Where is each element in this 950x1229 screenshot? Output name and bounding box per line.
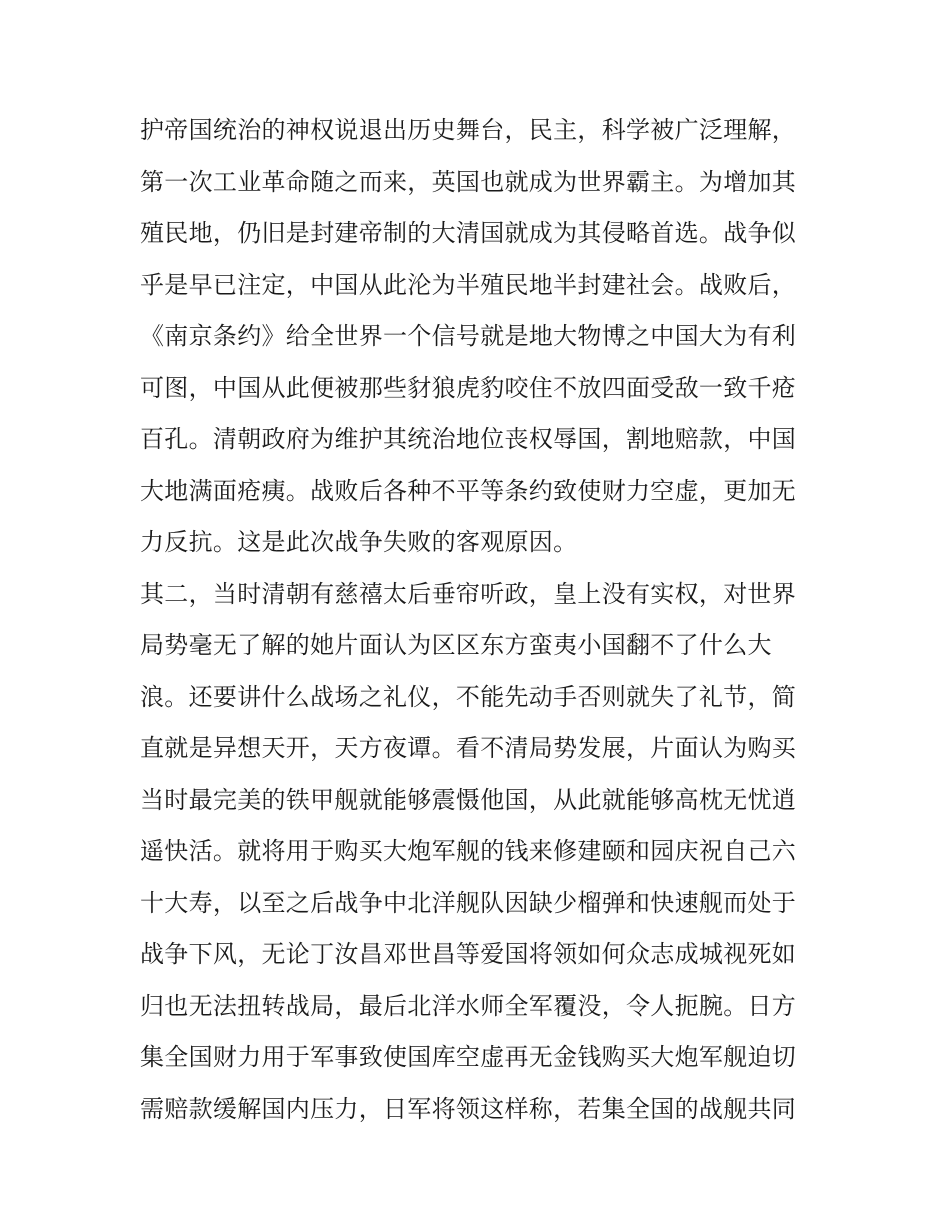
text-line: 浪。还要讲什么战场之礼仪，不能先动手否则就失了礼节，简: [140, 682, 797, 711]
text-line: 力反抗。这是此次战争失败的客观原因。: [140, 528, 578, 556]
text-line: 乎是早已注定，中国从此沦为半殖民地半封建社会。战败后，: [140, 270, 797, 299]
body-text: [140, 105, 820, 1135]
text-line: 战争下风，无论丁汝昌邓世昌等爱国将领如何众志成城视死如: [140, 940, 797, 968]
text-line: 第一次工业革命随之而来，英国也就成为世界霸主。为增加其: [140, 167, 797, 196]
text-line: 局势毫无了解的她片面认为区区东方蛮夷小国翻不了什么大: [140, 631, 772, 659]
text-line: 当时最完美的铁甲舰就能够震慑他国，从此就能够高枕无忧逍: [140, 785, 797, 814]
text-line: 归也无法扭转战局，最后北洋水师全军覆没，令人扼腕。日方: [140, 991, 797, 1020]
text-line: 护帝国统治的神权说退出历史舞台，民主，科学被广泛理解，: [140, 116, 797, 144]
text-line: 大地满面疮痍。战败后各种不平等条约致使财力空虚，更加无: [140, 476, 797, 505]
text-line: 殖民地，仍旧是封建帝制的大清国就成为其侵略首选。战争似: [140, 219, 797, 247]
text-line: 十大寿，以至之后战争中北洋舰队因缺少榴弹和快速舰而处于: [140, 888, 797, 917]
text-line: 需赔款缓解国内压力，日军将领这样称，若集全国的战舰共同: [140, 1094, 797, 1123]
text-line: 其二，当时清朝有慈禧太后垂帘听政，皇上没有实权，对世界: [140, 579, 797, 608]
text-line: 《南京条约》给全世界一个信号就是地大物博之中国大为有利: [140, 322, 797, 350]
text-line: 遥快活。就将用于购买大炮军舰的钱来修建颐和园庆祝自己六: [140, 837, 797, 865]
text-line: 集全国财力用于军事致使国库空虚再无金钱购买大炮军舰迫切: [140, 1043, 797, 1071]
text-line: 直就是异想天开，天方夜谭。看不清局势发展，片面认为购买: [140, 734, 797, 762]
text-line: 百孔。清朝政府为维护其统治地位丧权辱国，割地赔款，中国: [140, 425, 797, 453]
text-line: 可图，中国从此便被那些豺狼虎豹咬住不放四面受敌一致千疮: [140, 373, 797, 402]
